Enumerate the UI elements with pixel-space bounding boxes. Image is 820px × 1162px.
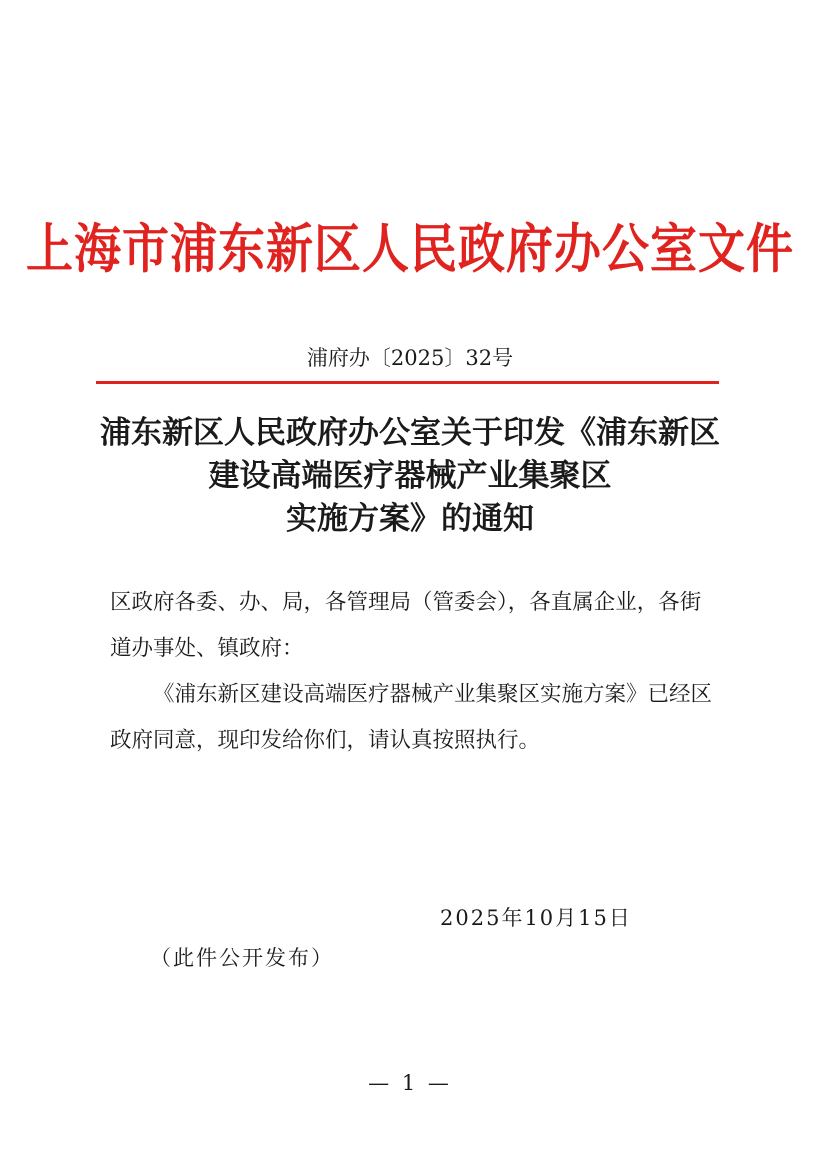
release-note: （此件公开发布） — [150, 946, 334, 970]
issue-date: 2025年10月15日 — [440, 906, 632, 930]
red-divider — [96, 381, 719, 384]
title-line-3: 实施方案》的通知 — [286, 501, 534, 537]
page-number: — 1 — — [368, 1071, 452, 1095]
body-paragraph: 《浦东新区建设高端医疗器械产业集聚区实施方案》已经区政府同意，现印发给你们，请认真按照执行。 — [110, 682, 713, 753]
recipients: 区政府各委、办、局，各管理局（管委会），各直属企业，各街道办事处、镇政府： — [110, 590, 702, 661]
document-number: 浦府办〔2025〕32号 — [306, 346, 514, 370]
masthead-title: 上海市浦东新区人民政府办公室文件 — [26, 218, 794, 281]
title-line-1: 浦东新区人民政府办公室关于印发《浦东新区 — [100, 415, 720, 451]
document-title — [60, 412, 760, 541]
title-line-2: 建设高端医疗器械产业集聚区 — [208, 458, 612, 494]
document-body — [110, 580, 720, 764]
